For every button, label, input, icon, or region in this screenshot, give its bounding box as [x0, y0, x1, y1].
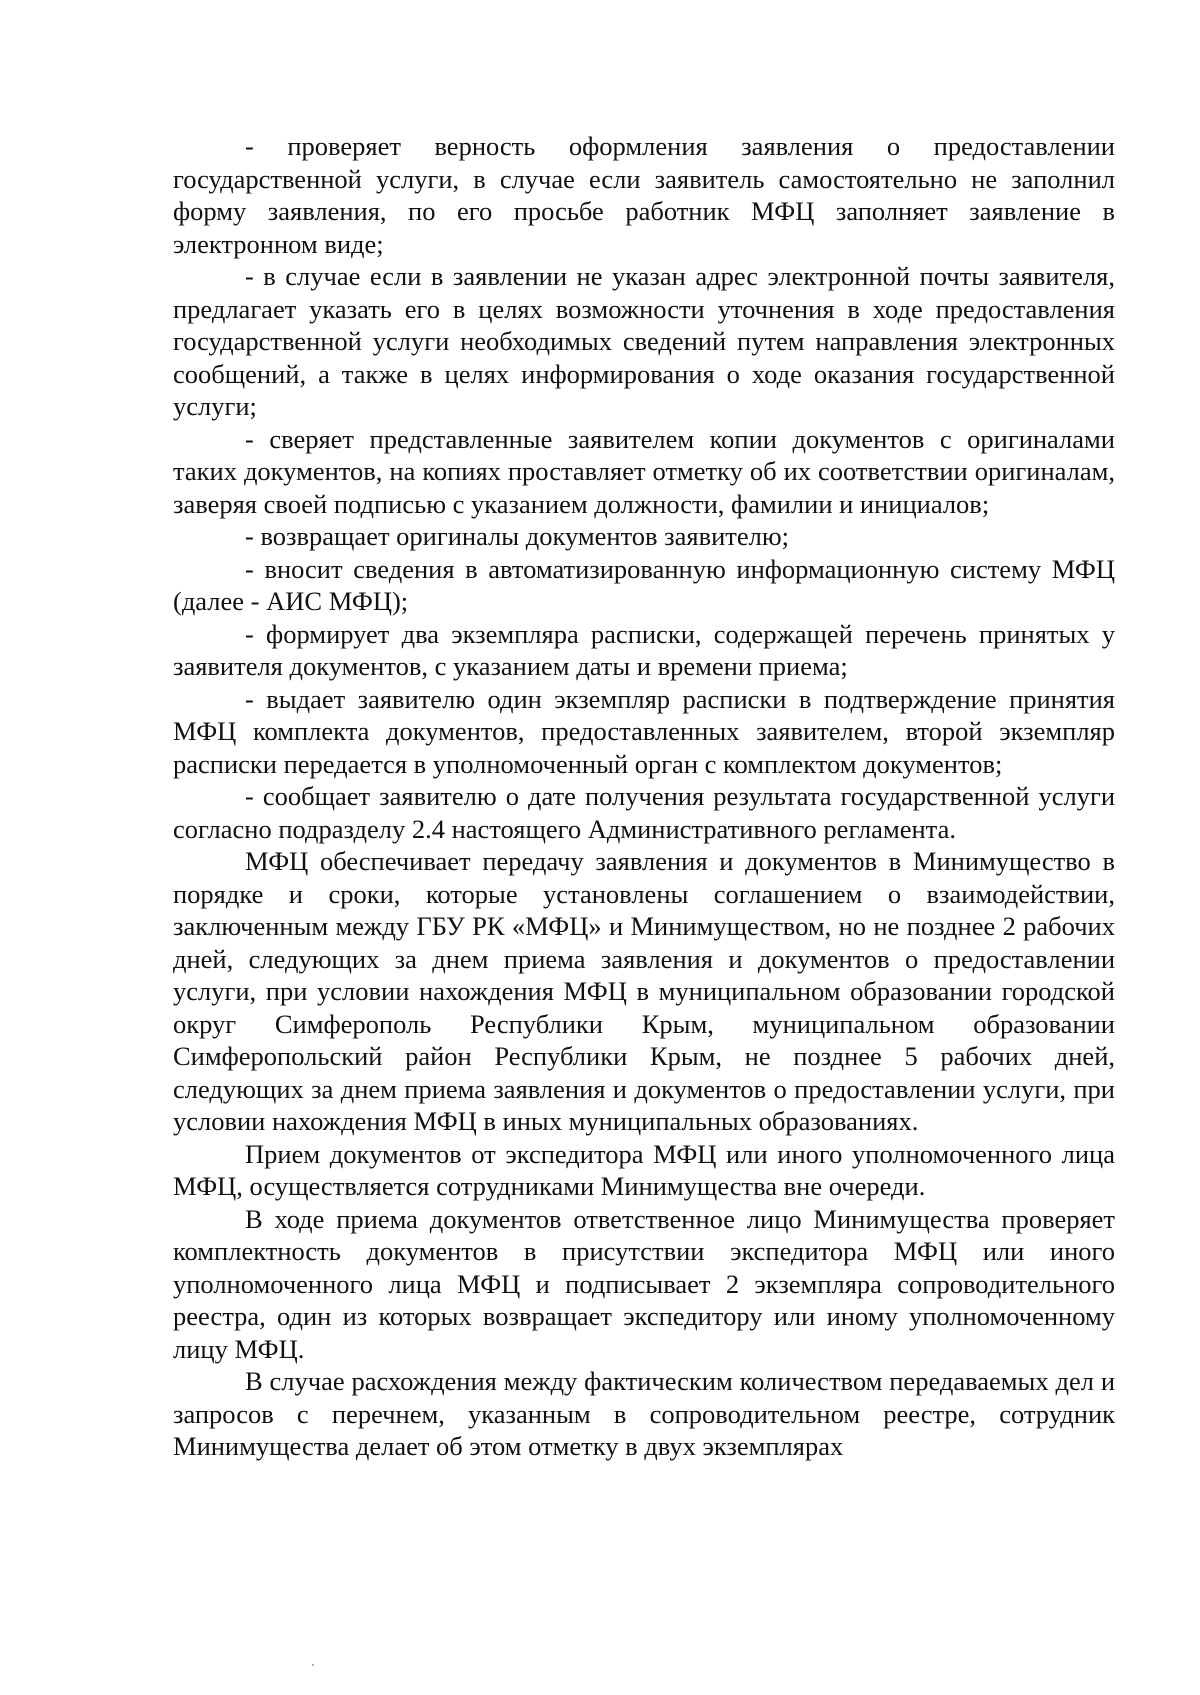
paragraph-inform-date: - сообщает заявителю о дате получения результата государственной услуги согласно подразделу 2.4 настоящего Административного регламента.: [173, 781, 1115, 844]
paragraph-form-receipts: - формирует два экземпляра расписки, содержащей перечень принятых у заявителя документов, с указанием даты и времени приема;: [173, 618, 1115, 681]
paragraph-discrepancy: В случае расхождения между фактическим количеством передаваемых дел и запросов с перечнем, указанным в сопроводительном реестре, сотрудник Минимущества делает об этом отметку в двух экземплярах: [173, 1366, 1115, 1461]
paragraph-email-address: - в случае если в заявлении не указан адрес электронной почты заявителя, предлагает указать его в целях возможности уточнения в ходе предоставления государственной услуги необходимых сведений путем направления электронных сообщений, а также в целях информирования о ходе оказания государственной услуги;: [173, 261, 1115, 421]
paragraph-mfc-transfer: МФЦ обеспечивает передачу заявления и документов в Минимущество в порядке и сроки, которые установлены соглашением о взаимодействии, заключенным между ГБУ РК «МФЦ» и Минимуществом, но не позднее 2 рабочих дней, следующих за днем приема заявления и документов о предоставлении услуги, при условии нахождения МФЦ в муниципальном образовании городской округ Симферополь Республики Крым, муниципальном образовании Симферопольский район Республики Крым, не позднее 5 рабочих дней, следующих за днем приема заявления и документов о предоставлении услуги, при условии нахождения МФЦ в иных муниципальных образованиях.: [173, 846, 1115, 1136]
scan-artifact-dot: [312, 1664, 314, 1666]
paragraph-verify-copies: - сверяет представленные заявителем копии документов с оригиналами таких документов, на копиях проставляет отметку об их соответствии оригиналам, заверяя своей подписью с указанием должности, фамилии и инициалов;: [173, 423, 1115, 519]
paragraph-return-originals: - возвращает оригиналы документов заявителю;: [245, 521, 790, 551]
paragraph-enter-ais: - вносит сведения в автоматизированную информационную систему МФЦ (далее - АИС МФЦ);: [173, 553, 1115, 616]
document-body: [173, 130, 1115, 1463]
paragraph-check-application: - проверяет верность оформления заявления о предоставлении государственной услуги, в случае если заявитель самостоятельно не заполнил форму заявления, по его просьбе работник МФЦ заполняет заявление в электронном виде;: [173, 131, 1115, 259]
paragraph-issue-receipt: - выдает заявителю один экземпляр расписки в подтверждение принятия МФЦ комплекта документов, предоставленных заявителем, второй экземпляр расписки передается в уполномоченный орган с комплектом документов;: [173, 683, 1115, 779]
paragraph-courier-reception: Прием документов от экспедитора МФЦ или иного уполномоченного лица МФЦ, осуществляется сотрудниками Минимущества вне очереди.: [173, 1138, 1115, 1201]
paragraph-completeness-check: В ходе приема документов ответственное лицо Минимущества проверяет комплектность документов в присутствии экспедитора МФЦ или иного уполномоченного лица МФЦ и подписывает 2 экземпляра сопроводительного реестра, один из которых возвращает экспедитору или иному уполномоченному лицу МФЦ.: [173, 1203, 1115, 1364]
